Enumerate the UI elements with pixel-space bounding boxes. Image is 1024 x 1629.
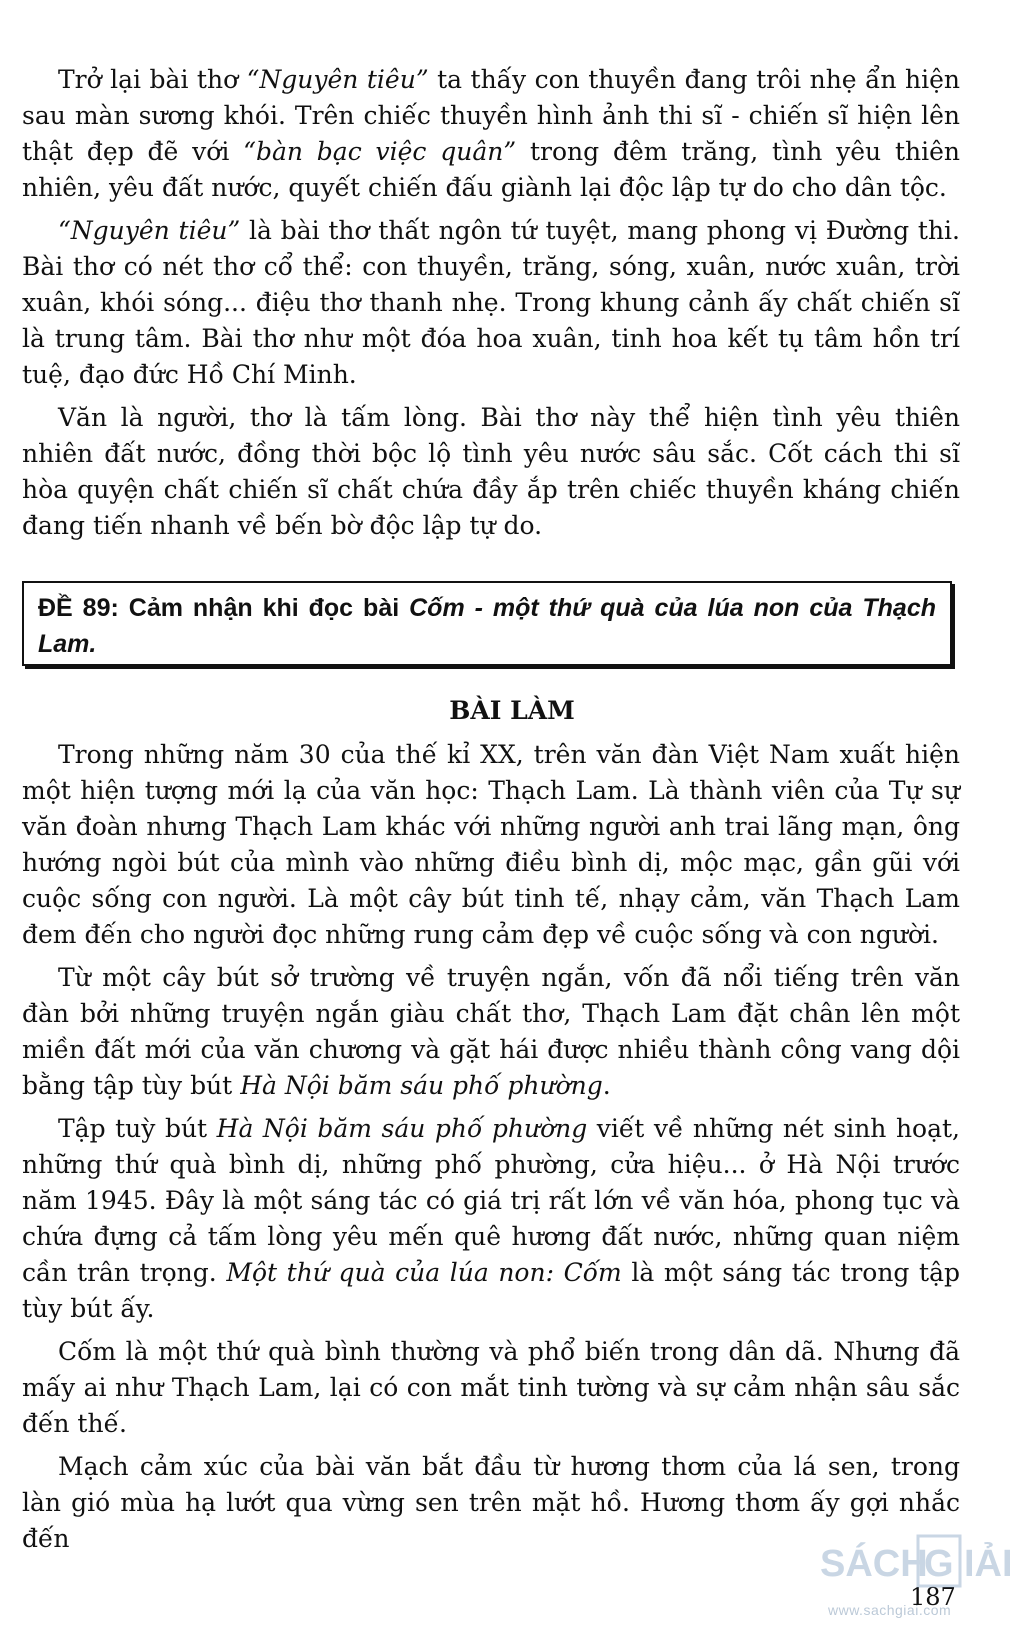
text-run: Trong những năm 30 của thế kỉ XX, trên văn đàn Việt Nam xuất hiện một hiện tượng mới lạ của văn học: Thạch Lam. Là thành viên của Tự sự văn đoàn nhưng Thạch Lam khác với những người anh trai lãng mạn, ông hướng ngòi bút của mình vào những điều bình dị, mộc mạc, gần gũi với cuộc sống con người. Là một cây bút tinh tế, nhạy cảm, văn Thạch Lam đem đến cho người đọc những rung cảm đẹp về cuộc sống và con người. (22, 740, 960, 949)
text-run: Tập tuỳ bút (58, 1114, 217, 1143)
paragraph (22, 1111, 960, 1327)
top-text-block (22, 62, 960, 551)
text-run: là bài thơ thất ngôn tứ tuyệt, mang phong vị Đường thi. Bài thơ có nét thơ cổ thể: con thuyền, trăng, sóng, xuân, nước xuân, trời xuân, khói sóng... điệu thơ thanh nhẹ. Trong khung cảnh ấy chất chiến sĩ là trung tâm. Bài thơ như một đóa hoa xuân, tinh hoa kết tụ tâm hồn trí tuệ, đạo đức Hồ Chí Minh. (22, 216, 960, 389)
italic-run: “Nguyên tiêu” (246, 65, 429, 94)
text-run: viết về những nét sinh hoạt, những thứ quà bình dị, những phố phường, cửa hiệu... ở Hà Nội trước năm 1945. Đây là một sáng tác có giá trị rất lớn về văn hóa, phong tục và chứa đựng cả tấm lòng yêu mến quê hương đất nước, những quan niệm cần trân trọng. (22, 1114, 960, 1287)
section-title: BÀI LÀM (449, 696, 575, 725)
text-run: . (602, 1071, 611, 1100)
exercise-heading-prefix: ĐỀ 89: Cảm nhận khi đọc bài (38, 594, 410, 622)
watermark-brand-left: SÁCH (820, 1543, 928, 1585)
italic-run: Một thứ quà của lúa non: Cốm (226, 1258, 622, 1287)
exercise-heading-box (22, 581, 952, 666)
text-run: Trở lại bài thơ (58, 65, 247, 94)
exercise-heading-title: Cốm - một thứ quà của lúa non của Thạch Lam. (38, 594, 936, 658)
essay-body-block (22, 737, 960, 1564)
text-run: Từ một cây bút sở trường về truyện ngắn, vốn đã nổi tiếng trên văn đàn bởi những truyện ngắn giàu chất thơ, Thạch Lam đặt chân lên một miền đất mới của văn chương và gặt hái được nhiều thành công vang dội bằng tập tùy bút (22, 963, 960, 1100)
italic-run: “bàn bạc việc quân” (243, 137, 517, 166)
watermark-brand-right: IẢI (964, 1543, 1013, 1585)
paragraph (22, 960, 960, 1104)
watermark-url: www.sachgiai.com (828, 1602, 952, 1618)
text-run: trong đêm trăng, tình yêu thiên nhiên, yêu đất nước, quyết chiến đấu giành lại độc lập tự do cho dân tộc. (22, 137, 961, 202)
text-run: Mạch cảm xúc của bài văn bắt đầu từ hương thơm của lá sen, trong làn gió mùa hạ lướt qua vừng sen trên mặt hồ. Hương thơm ấy gợi nhắc đến (22, 1452, 960, 1553)
watermark-brand-mid: G (924, 1543, 954, 1585)
paragraph (22, 213, 960, 393)
text-run: Văn là người, thơ là tấm lòng. Bài thơ này thể hiện tình yêu thiên nhiên đất nước, đồng thời bộc lộ tình yêu nước sâu sắc. Cốt cách thi sĩ hòa quyện chất chiến sĩ chất chứa đầy ắp trên chiếc thuyền kháng chiến đang tiến nhanh về bến bờ độc lập tự do. (22, 403, 960, 540)
paragraph (22, 62, 960, 206)
text-run: là một sáng tác trong tập tùy bút ấy. (22, 1258, 960, 1323)
paragraph (22, 400, 960, 544)
watermark (818, 1528, 1018, 1618)
italic-run: Hà Nội băm sáu phố phường (240, 1071, 603, 1100)
paragraph (22, 737, 960, 953)
italic-run: Hà Nội băm sáu phố phường (216, 1114, 588, 1143)
italic-run: “Nguyên tiêu” (58, 216, 241, 245)
page-number: 187 (910, 1583, 956, 1611)
paragraph (22, 1334, 960, 1442)
watermark-logo (818, 1528, 1018, 1592)
text-run: ta thấy con thuyền đang trôi nhẹ ẩn hiện sau màn sương khói. Trên chiếc thuyền hình ảnh thi sĩ - chiến sĩ hiện lên thật đẹp đẽ với (22, 65, 960, 166)
text-run: Cốm là một thứ quà bình thường và phổ biến trong dân dã. Nhưng đã mấy ai như Thạch Lam, lại có con mắt tinh tường và sự cảm nhận sâu sắc đến thế. (22, 1337, 960, 1438)
